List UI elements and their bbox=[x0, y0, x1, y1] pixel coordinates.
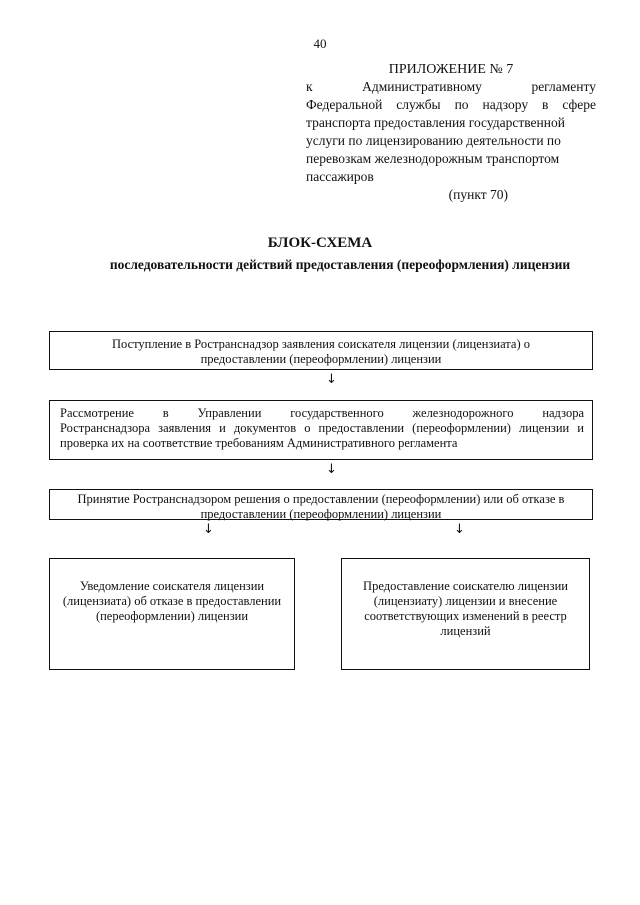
arrow-down-icon: ↓ bbox=[326, 372, 337, 387]
appendix-line: услуги по лицензированию деятельности по bbox=[306, 133, 561, 148]
appendix-block bbox=[306, 62, 596, 203]
appendix-point: (пункт 70) bbox=[448, 187, 508, 202]
arrow-down-icon: ↓ bbox=[326, 462, 337, 477]
appendix-text bbox=[306, 78, 596, 186]
document-subtitle: последовательности действий предоставления (переоформления) лицензии bbox=[109, 257, 571, 272]
flow-step-refusal-notice: Уведомление соискателя лицензии (лицензиата) об отказе в предоставлении (переоформлении) лицензии bbox=[49, 558, 295, 670]
flow-step-application: Поступление в Ространснадзор заявления соискателя лицензии (лицензиата) о предоставлении (переоформлении) лицензии bbox=[49, 331, 593, 370]
flow-step-review-line1: Рассмотрение в Управлении государственного железнодорожного надзора bbox=[60, 406, 584, 420]
appendix-line: перевозкам железнодорожным транспортом bbox=[306, 151, 560, 166]
appendix-title: ПРИЛОЖЕНИЕ № 7 bbox=[388, 62, 514, 77]
page-number: 40 bbox=[313, 36, 327, 51]
flow-step-license-granted: Предоставление соискателю лицензии (лицензиату) лицензии и внесение соответствующих изменений в реестр лицензий bbox=[341, 558, 590, 670]
arrow-down-icon: ↓ bbox=[203, 522, 214, 537]
flow-step-review-text: Ространснадзора заявления и документов о предоставлении (переоформлении) лицензии и проверка их на соответствие требованиям Административного регламента bbox=[60, 421, 584, 450]
document-title: БЛОК-СХЕМА bbox=[267, 235, 373, 251]
arrow-down-icon: ↓ bbox=[454, 522, 465, 537]
appendix-line: пассажиров bbox=[306, 169, 374, 184]
appendix-line: транспорта предоставления государственной bbox=[306, 115, 565, 130]
appendix-line: Федеральной службы по надзору в сфере bbox=[306, 97, 596, 112]
flow-step-review bbox=[49, 400, 593, 460]
appendix-line: к Административному регламенту bbox=[306, 79, 596, 94]
flow-step-decision: Принятие Ространснадзором решения о предоставлении (переоформлении) или об отказе в предоставлении (переоформлении) лицензии bbox=[49, 489, 593, 520]
